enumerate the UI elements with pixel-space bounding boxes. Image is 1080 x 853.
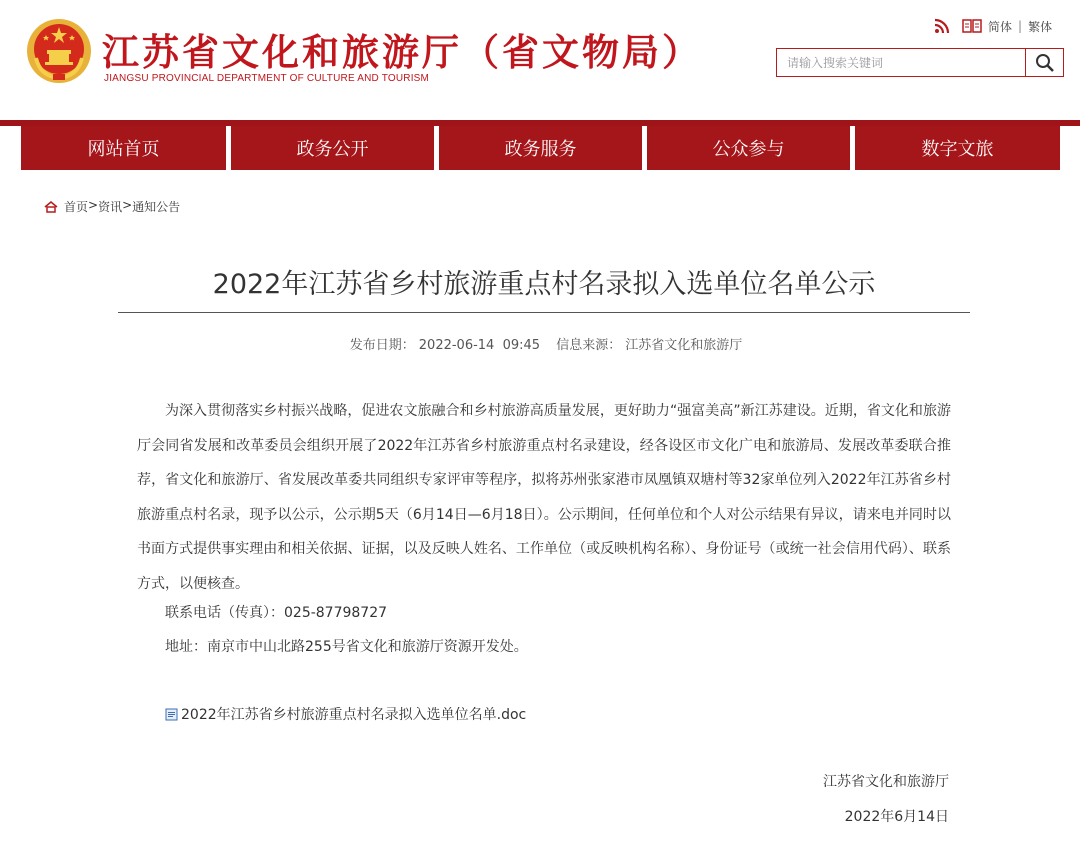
national-emblem-icon[interactable] bbox=[26, 18, 92, 84]
article-body: 为深入贯彻落实乡村振兴战略，促进农文旅融合和乡村旅游高质量发展，更好助力“强富美高”新江苏建设。近期，省文化和旅游厅会同省发展和改革委员会组织开展了2022年江苏省乡村旅游重点村名录建设，经各设区市文化广电和旅游局、发展改革委联合推荐，省文化和旅游厅、省发展改革委共同组织专家评审等程序，拟将苏州张家港市凤凰镇双塘村等32家单位列入2022年江苏省乡村旅游重点村名录，现予以公示，公示期5天（6月14日—6月18日）。公示期间，任何单位和个人对公示结果有异议，请来电并同时以书面方式提供事实理由和相关依据、证据，以及反映人姓名、工作单位（或反映机构名称）、身份证号（或统一社会信用代码）、联系方式，以便核查。 bbox=[137, 403, 951, 592]
search-button[interactable] bbox=[1025, 49, 1063, 76]
breadcrumb-notices[interactable]: 通知公告 bbox=[132, 200, 181, 214]
document-icon bbox=[165, 708, 178, 721]
nav-item-home[interactable]: 网站首页 bbox=[21, 126, 226, 170]
search-box bbox=[776, 48, 1064, 77]
article-title: 2022年江苏省乡村旅游重点村名录拟入选单位名单公示 bbox=[212, 269, 876, 300]
breadcrumb-home[interactable]: 首页 bbox=[64, 200, 89, 214]
lang-separator: | bbox=[1018, 19, 1023, 33]
date-label: 发布日期： bbox=[349, 338, 415, 353]
contact-phone: 联系电话（传真）：025-87798727 bbox=[165, 605, 388, 621]
top-links bbox=[934, 17, 1052, 35]
lang-simplified-link[interactable]: 简体 bbox=[988, 19, 1013, 34]
home-icon[interactable] bbox=[44, 201, 58, 213]
breadcrumb bbox=[44, 198, 180, 215]
breadcrumb-sep: > bbox=[122, 198, 133, 212]
breadcrumb-news[interactable]: 资讯 bbox=[98, 200, 123, 214]
nav-item-gov-services[interactable]: 政务服务 bbox=[439, 126, 642, 170]
site-title[interactable]: 江苏省文化和旅游厅（省文物局） bbox=[102, 31, 702, 74]
article-meta bbox=[118, 334, 970, 353]
site-subtitle: JIANGSU PROVINCIAL DEPARTMENT OF CULTURE AND TOURISM bbox=[104, 73, 430, 84]
search-input[interactable] bbox=[777, 49, 1025, 76]
search-icon bbox=[1035, 53, 1055, 73]
date-value: 2022-06-14 09:45 bbox=[418, 338, 541, 353]
nav-item-digital-tourism[interactable]: 数字文旅 bbox=[855, 126, 1060, 170]
nav-item-gov-affairs[interactable]: 政务公开 bbox=[231, 126, 434, 170]
signature-date: 2022年6月14日 bbox=[844, 809, 949, 825]
breadcrumb-sep: > bbox=[88, 198, 99, 212]
title-divider bbox=[118, 312, 970, 313]
contact-address: 地址：南京市中山北路255号省文化和旅游厅资源开发处。 bbox=[165, 639, 528, 655]
attachment-filename[interactable]: 2022年江苏省乡村旅游重点村名录拟入选单位名单.doc bbox=[181, 707, 527, 723]
rss-icon[interactable] bbox=[934, 18, 950, 34]
source-label: 信息来源： bbox=[556, 338, 622, 353]
attachment-link[interactable] bbox=[165, 704, 526, 724]
lang-traditional-link[interactable]: 繁体 bbox=[1028, 19, 1053, 34]
site-header bbox=[0, 0, 1080, 120]
source-value: 江苏省文化和旅游厅 bbox=[625, 338, 743, 353]
accessibility-book-icon[interactable] bbox=[962, 18, 982, 34]
signature-organization: 江苏省文化和旅游厅 bbox=[823, 774, 949, 790]
nav-item-public-participation[interactable]: 公众参与 bbox=[647, 126, 850, 170]
